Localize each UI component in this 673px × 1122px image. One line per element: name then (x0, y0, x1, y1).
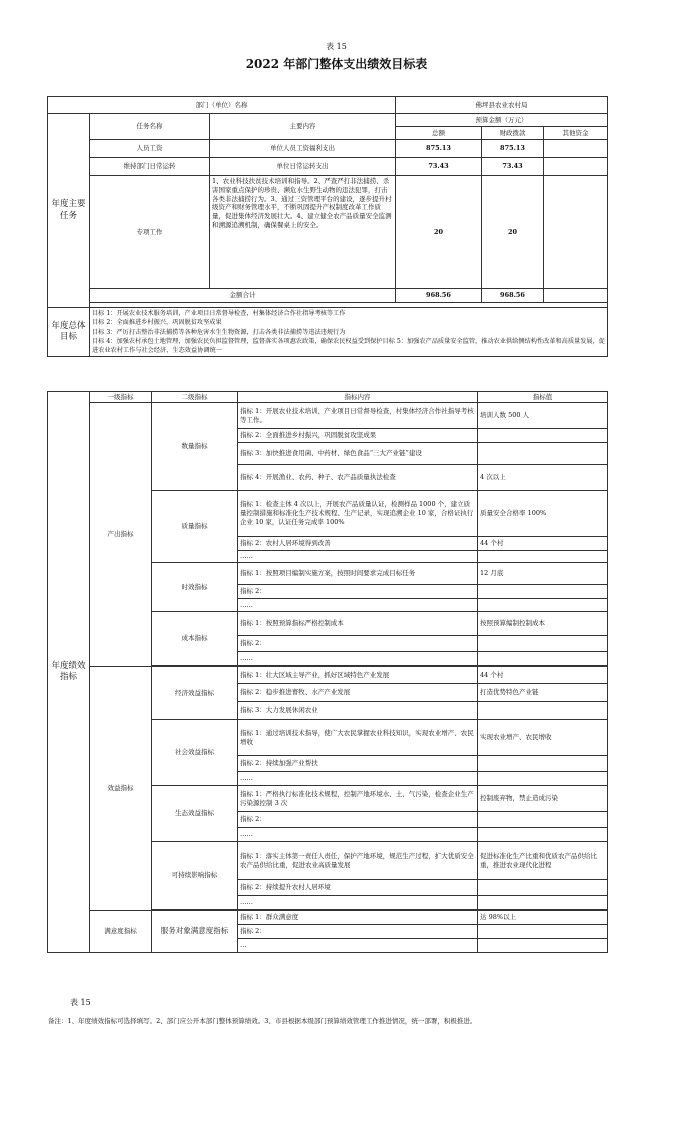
social-indicator: 社会效益指标 (152, 720, 238, 786)
cost-indicator: 成本指标 (152, 612, 238, 666)
indicator-content: 指标 1：壮大区域主导产业，抓好区域特色产业发展 (238, 667, 478, 684)
annual-goals-label: 年度总体目标 (48, 308, 90, 357)
ecological-indicator: 生态效益指标 (152, 786, 238, 842)
indicator-value: 12 月底 (478, 563, 608, 585)
indicator-value (478, 652, 608, 666)
indicator-value: 培训人数 500 人 (478, 403, 608, 429)
annual-tasks-label: 年度主要任务 (48, 114, 90, 308)
goal-line: 目标 4：加强农村承包土地管理，加强农民负担监督管理，监督落实各项惠农政策，确保农民权益受到保护目标 5：加强农产品质量安全监管，推动农业供给侧结构性改革和高质量发展，促进农业农村工作与社会经济、生态效益协调统一 (92, 337, 605, 355)
indicator-content: 指标 1：落实主体第一责任人责任，保护产地环境，规范生产过程，扩大优质安全农产品供给比重，促进农业高质量发展 (238, 842, 478, 880)
indicator-content: 指标 1：通过培训技术指导，使广大农民掌握农业科技知识，实现农业增产、农民增收 (238, 720, 478, 756)
task-content: 单位日常运转支出 (210, 158, 396, 176)
indicator-value (478, 772, 608, 786)
indicator-value (478, 756, 608, 772)
indicator-content: …… (238, 551, 478, 563)
footer-table-tag: 表 15 (70, 998, 91, 1007)
indicator-value (478, 812, 608, 828)
col-task-name: 任务名称 (90, 114, 210, 140)
col-indicator-content: 指标内容 (238, 392, 478, 403)
col-level1: 一级指标 (90, 392, 152, 403)
sum-total: 968.56 (396, 289, 482, 303)
col-other: 其他资金 (544, 127, 608, 140)
indicator-content: 指标 2：农村人居环境得到改善 (238, 537, 478, 551)
indicator-value (478, 939, 608, 953)
indicator-value (478, 599, 608, 612)
footnote: 备注：1、年度绩效指标可选择填写。2、部门应公开本部门整体预算绩效。3、市县根据本级部门预算绩效管理工作推进情况，统一部署，积极推进。 (48, 1017, 477, 1025)
col-main-content: 主要内容 (210, 114, 396, 140)
task-row (48, 158, 608, 176)
task-name: 维持部门日常运转 (90, 158, 210, 176)
annual-goals-row (48, 308, 608, 357)
indicator-content: 指标 3：加快推进食用菌、中药材、绿色食品“三大产业链”建设 (238, 443, 478, 465)
indicator-content: 指标 2： (238, 636, 478, 652)
goal-line: 目标 3：严厉打击整治非法捕捞等各种危害水生生物资源，打击各类非法捕捞等违法违规行为 (92, 328, 346, 336)
task-fiscal: 875.13 (482, 140, 544, 158)
indicator-value (478, 896, 608, 910)
satisfaction-indicators: 满意度指标 (90, 911, 152, 953)
indicator-content: 指标 1：检查主体 4 次以上，开展农产品质量认证，检测样品 1000 个，建立质量控制措施和标准化生产技术规程、生产记录，实现追溯企业 10 家，合格证执行企业 10 家，认证任务完成率 100% (238, 491, 478, 537)
task-fiscal: 73.43 (482, 158, 544, 176)
indicator-value (478, 585, 608, 599)
indicator-content: 指标 2： (238, 585, 478, 599)
quality-indicator: 质量指标 (152, 491, 238, 563)
indicator-content: 指标 1：按照项目编制实施方案，按照时间要求完成目标任务 (238, 563, 478, 585)
indicator-value: 按照预算编制控制成本 (478, 612, 608, 636)
indicator-content: …… (238, 772, 478, 786)
indicator-value: 4 次以上 (478, 465, 608, 491)
task-total: 73.43 (396, 158, 482, 176)
indicator-content: 指标 2：持续提升农村人居环境 (238, 880, 478, 896)
page-title: 2022 年部门整体支出绩效目标表 (245, 57, 428, 71)
indicator-value (478, 636, 608, 652)
indicator-content: 指标 1：按照预算指标严格控制成本 (238, 612, 478, 636)
col-level2: 二级指标 (152, 392, 238, 403)
task-row (48, 140, 608, 158)
indicator-value: 44 个村 (478, 537, 608, 551)
quantity-indicator: 数量指标 (152, 403, 238, 491)
indicator-content: 指标 1：开展农业技术培训，产业项目日常督导检查，村集体经济合作社指导考核等工作。 (238, 403, 478, 429)
indicator-value: 实现农业增产、农民增收 (478, 720, 608, 756)
indicator-value: 控制废弃物，禁止造成污染 (478, 786, 608, 812)
indicator-value (478, 828, 608, 842)
indicator-value (478, 429, 608, 443)
sum-row (48, 289, 608, 303)
tasks-table (47, 96, 608, 357)
economic-indicator: 经济效益指标 (152, 667, 238, 720)
unit-name-value: 佛坪县农业农村局 (396, 97, 608, 114)
sum-label: 金额合计 (90, 289, 396, 303)
goal-line: 目标 2：全面推进乡村振兴，巩固脱贫攻坚成果 (92, 319, 222, 327)
indicator-value (478, 702, 608, 720)
col-indicator-value: 指标值 (478, 392, 608, 403)
indicator-content: …… (238, 896, 478, 910)
col-fiscal: 财政拨款 (482, 127, 544, 140)
goal-line: 目标 1：开展农业技术服务培训，产业项目日常督导检查，村集体经济合作社指导考核等工作 (92, 310, 346, 317)
indicator-value: 打造优势特色产业链 (478, 684, 608, 702)
task-name: 专项工作 (90, 176, 210, 289)
task-other (544, 158, 608, 176)
service-satisfaction-indicator: 服务对象满意度指标 (152, 911, 238, 953)
indicator-content: 指标 3：大力发展休闲农业 (238, 702, 478, 720)
task-total: 875.13 (396, 140, 482, 158)
indicator-content: 指标 2： (238, 925, 478, 939)
task-fiscal: 20 (482, 176, 544, 289)
indicator-value: 质量安全合格率 100% (478, 491, 608, 537)
indicator-content: 指标 1：严格执行标准化技术规程，控制产地环境水、土、气污染，检查企业生产污染源控制 3 次 (238, 786, 478, 812)
task-content: 单位人员工资福利支出 (210, 140, 396, 158)
performance-table (47, 391, 608, 953)
indicator-value (478, 443, 608, 465)
task-total: 20 (396, 176, 482, 289)
indicator-content: …… (238, 652, 478, 666)
performance-label: 年度绩效指标 (48, 392, 90, 953)
indicator-value: 达 98%以上 (478, 911, 608, 925)
indicator-value (478, 925, 608, 939)
unit-name-label: 部门（单位）名称 (48, 97, 396, 114)
table-label: 表 15 (326, 42, 347, 51)
indicator-content: …… (238, 599, 478, 612)
sustainable-indicator: 可持续影响指标 (152, 842, 238, 910)
output-indicators: 产出指标 (90, 403, 152, 667)
task-name: 人员工资 (90, 140, 210, 158)
indicator-content: 指标 2：稳步推进畜牧、水产产业发展 (238, 684, 478, 702)
indicator-value (478, 880, 608, 896)
task-other (544, 176, 608, 289)
col-budget: 预算金额（万元） (396, 114, 608, 127)
indicator-content: …… (238, 828, 478, 842)
benefit-indicators: 效益指标 (90, 667, 152, 911)
indicator-value: 促进标准化生产比重和优质农产品供给比重，推进农业现代化进程 (478, 842, 608, 880)
indicator-value: 44 个村 (478, 667, 608, 684)
sum-fiscal: 968.56 (482, 289, 544, 303)
task-other (544, 140, 608, 158)
sum-other (544, 289, 608, 303)
task-row (48, 176, 608, 289)
timeliness-indicator: 时效指标 (152, 563, 238, 612)
col-total: 总额 (396, 127, 482, 140)
indicator-content: 指标 2：全面推进乡村振兴，巩固脱贫攻坚成果 (238, 429, 478, 443)
indicator-value (478, 551, 608, 563)
indicator-content: 指标 1：群众满意度 (238, 911, 478, 925)
task-content: 1、农业科技扶贫技术培训和指导。2、严查严打非法捕捞、杀害国家重点保护的珍贵、濒危水生野生动物的违法犯罪，打击各类非法捕捞行为。3、通过三资管理平台的建设，逐步提升村级资产和财务管理水平，不断巩固提升产权制度改革工作质量，促进集体经济发展壮大。4、建立健全农产品质量安全监测和溯源追溯机制，确保餐桌上的安全。 (210, 176, 396, 289)
indicator-content: 指标 4：开展渔业、农药、种子、农产品质量执法检查 (238, 465, 478, 491)
indicator-content: … (238, 939, 478, 953)
indicator-content: 指标 2：持续加强产业帮扶 (238, 756, 478, 772)
indicator-content: 指标 2： (238, 812, 478, 828)
